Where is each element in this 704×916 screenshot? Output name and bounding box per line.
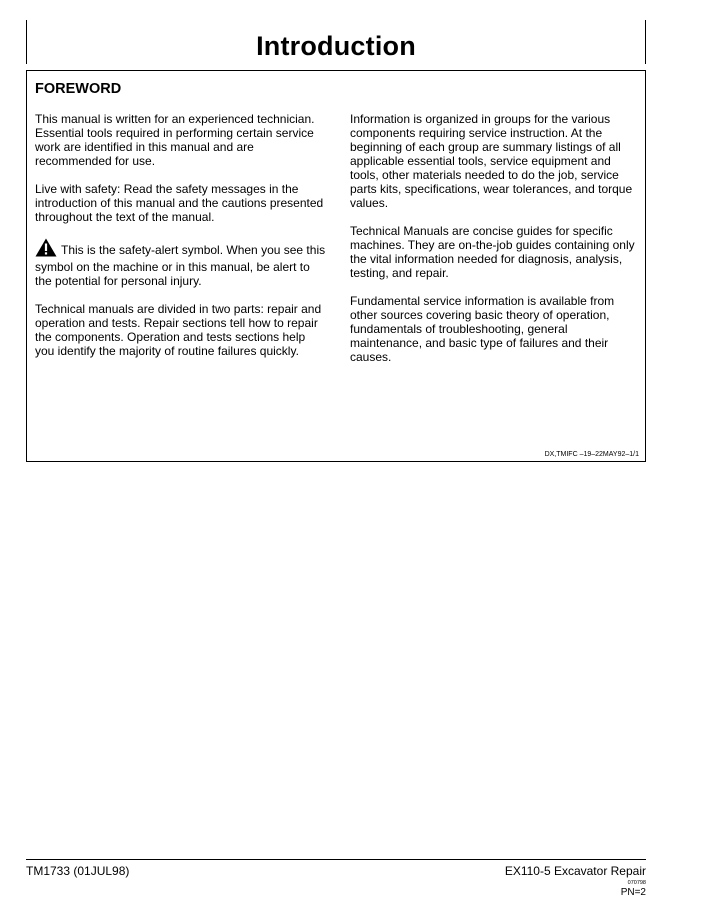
paragraph-safety-alert xyxy=(35,238,327,288)
date-code: 070798 xyxy=(627,880,646,886)
paragraph-fundamentals: Fundamental service information is available from other sources covering basic theory of operation, fundamentals of troubleshooting, general maintenance, and basic type of failures and their causes. xyxy=(350,294,615,364)
paragraph-safety: Live with safety: Read the safety messages in the introduction of this manual and the cautions presented throughout the text of the manual. xyxy=(35,182,324,224)
paragraph-organization: Information is organized in groups for the various components requiring service instruction. At the beginning of each group are summary listings of all applicable essential tools, service equipment and tools, other materials needed to do the job, service parts kits, specifications, wear tolerances, and torque values. xyxy=(350,112,633,210)
left-column xyxy=(35,112,327,372)
right-column xyxy=(350,112,642,378)
paragraph-manual-parts: Technical manuals are divided in two parts: repair and operation and tests. Repair sections tell how to repair the components. Operation and tests sections help you identify the majority of routine failures quickly. xyxy=(35,302,322,358)
section-heading: FOREWORD xyxy=(35,81,122,97)
foreword-section xyxy=(26,70,646,462)
document-title: EX110-5 Excavator Repair xyxy=(504,864,646,878)
paragraph-intro: This manual is written for an experienced technician. Essential tools required in performing certain service work are identified in this manual and are recommended for use. xyxy=(35,112,315,168)
page-number: PN=2 xyxy=(620,887,646,898)
chapter-title: Introduction xyxy=(256,31,416,61)
safety-alert-text: This is the safety-alert symbol. When you see this symbol on the machine or in this manual, be alert to the potential for personal injury. xyxy=(35,243,326,288)
footer-rule xyxy=(26,859,646,860)
warning-triangle-icon xyxy=(35,238,57,260)
paragraph-concise-guides: Technical Manuals are concise guides for specific machines. They are on-the-job guides containing only the vital information needed for diagnosis, analysis, testing, and repair. xyxy=(350,224,635,280)
document-id: TM1733 (01JUL98) xyxy=(26,864,130,878)
reference-code: DX,TMIFC –19–22MAY92–1/1 xyxy=(544,451,639,458)
